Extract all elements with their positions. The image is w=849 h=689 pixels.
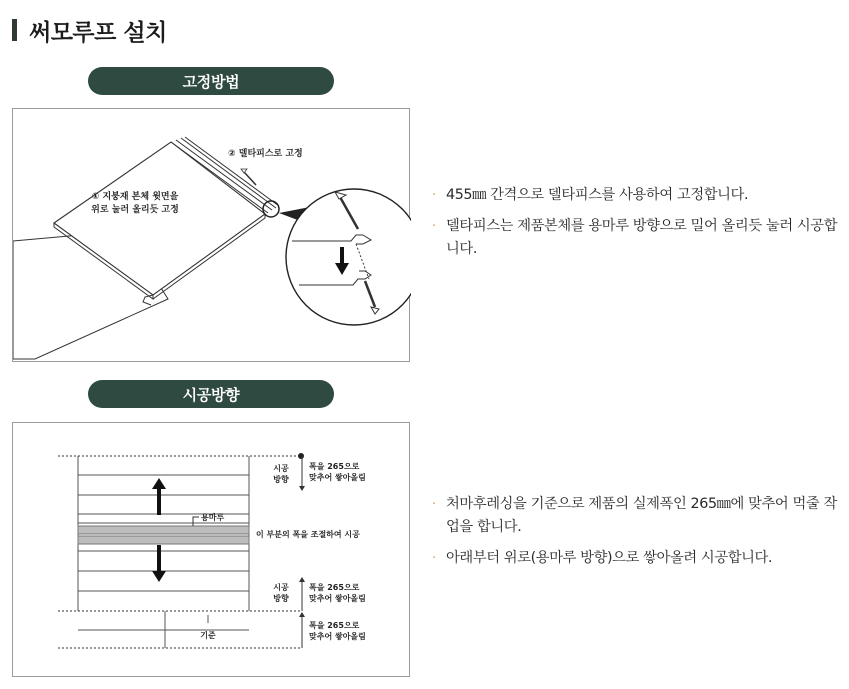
- title-accent-bar: [12, 19, 17, 41]
- section-label-fix-method: 고정방법: [88, 67, 334, 95]
- lower-side-label-1: 시공: [273, 583, 289, 592]
- callout-press-panel-line1: ① 지붕재 본체 윗면을: [91, 192, 179, 202]
- list-item: · 처마후레싱을 기준으로 제품의 실제폭인 265㎜에 맞추어 먹줄 작업을 합니다.: [432, 493, 842, 539]
- top-side-label-2: 방향: [273, 475, 289, 484]
- bullet-dot-icon: ·: [432, 188, 436, 203]
- fix-method-diagram: [12, 108, 410, 362]
- middle-note: 이 부분의 폭을 조절하여 시공: [256, 530, 360, 539]
- list-item: · 델타피스는 제품본체를 용마루 방향으로 밀어 올리듯 눌러 시공합니다.: [432, 215, 842, 261]
- base-label: 기준: [200, 631, 216, 640]
- section-label-direction: 시공방향: [88, 380, 334, 408]
- top-note-2: 맞추어 쌓아올림: [309, 473, 366, 482]
- fix-method-illustration: [13, 109, 411, 363]
- bullet-dot-icon: ·: [432, 551, 436, 566]
- fix-method-notes: [432, 184, 842, 269]
- lower-note-1: 폭을 265으로: [309, 583, 360, 592]
- direction-diagram: [12, 422, 410, 677]
- top-side-label-1: 시공: [273, 464, 289, 473]
- list-item: · 아래부터 위로(용마루 방향)으로 쌓아올려 시공합니다.: [432, 547, 842, 570]
- bullet-dot-icon: ·: [432, 497, 436, 512]
- base-note-1: 폭을 265으로: [309, 621, 360, 630]
- page-title: 써모루프 설치: [29, 19, 167, 46]
- bullet-dot-icon: ·: [432, 219, 436, 234]
- lower-note-2: 맞추어 쌓아올림: [309, 594, 366, 603]
- callout-delta-screw: ② 델타피스로 고정: [228, 149, 303, 159]
- page-header: [12, 12, 167, 48]
- direction-illustration: [13, 423, 411, 678]
- base-note-2: 맞추어 쌓아올림: [309, 632, 366, 641]
- callout-press-panel-line2: 위로 눌러 올리듯 고정: [91, 205, 179, 215]
- list-item: · 455㎜ 간격으로 델타피스를 사용하여 고정합니다.: [432, 184, 842, 207]
- top-note-1: 폭을 265으로: [309, 462, 360, 471]
- lower-side-label-2: 방향: [273, 594, 289, 603]
- direction-notes: [432, 493, 842, 578]
- ridge-label: 용마루: [201, 513, 225, 522]
